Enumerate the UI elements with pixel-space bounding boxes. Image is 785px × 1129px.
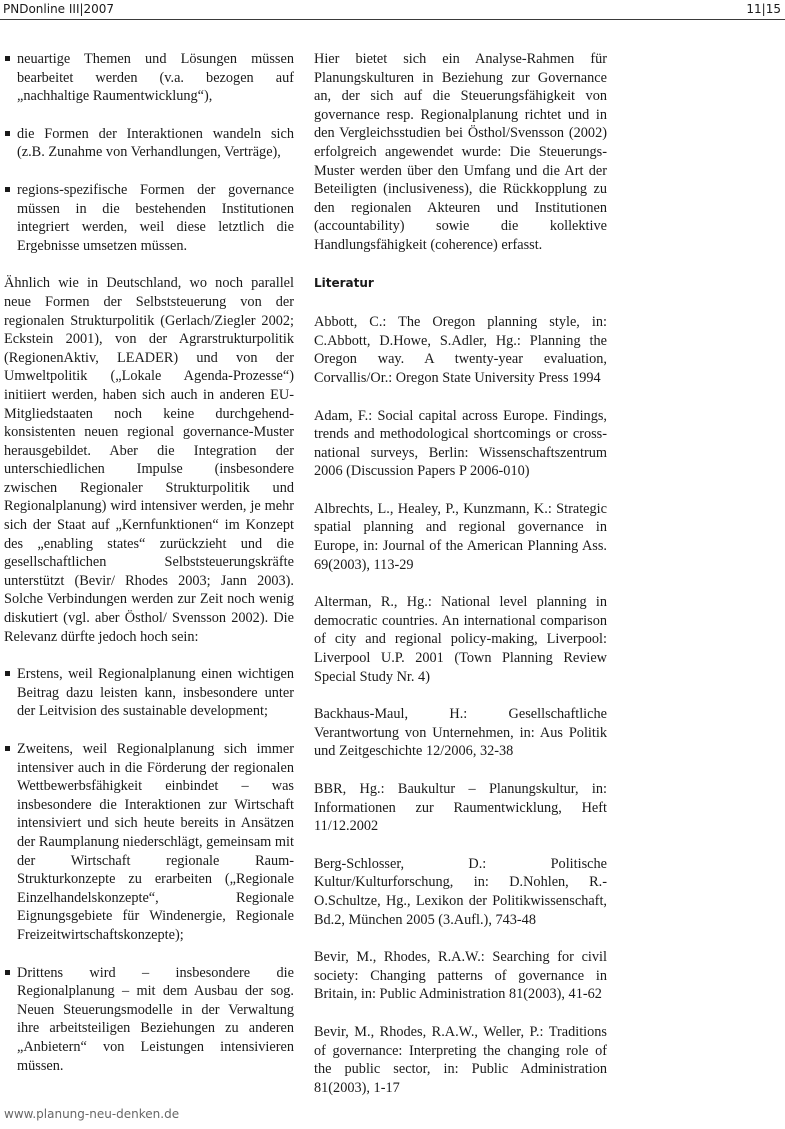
journal-title: PNDonline III|2007 — [3, 2, 115, 16]
reference-entry: BBR, Hg.: Baukultur – Planungskultur, in: Informationen zur Raumentwicklung, Heft 11/12.2002 — [314, 781, 607, 835]
list-item: Drittens wird – insbesondere die Regionalplanung – mit dem Ausbau der sog. Neuen Steuerungsmodelle in der Verwaltung ihre arbeitsteiligen Beziehungen zu anderen „Anbietern“ von Leistungen intensivieren müssen. — [4, 964, 294, 1076]
intro-paragraph: Hier bietet sich ein Analyse-Rahmen für Planungskulturen in Beziehung zur Governance an, der sich auf die Steuerungsfähigkeit von governance resp. Regionalplanung richtet und in den Vergleichsstudien bei Östhol/Svensson (2002) erfolgreich angewendet wurde: Die Steuerungs-Muster werden über den Umfang und die Art der Beteiligten (inclusiveness), die Rückkopplung zu den regionalen Akteuren und Institutionen (accountability) sowie die kollektive Handlungsfähigkeit (coherence) erfasst. — [314, 51, 607, 253]
footer-url: www.planung-neu-denken.de — [4, 1107, 180, 1121]
page-header — [0, 0, 785, 20]
list-item: Erstens, weil Regionalplanung einen wichtigen Beitrag dazu leisten kann, insbesondere unter der Leitvision des sustainable development; — [4, 665, 294, 721]
bullet-list-bottom — [4, 665, 294, 1075]
list-item: neuartige Themen und Lösungen müssen bearbeitet werden (v.a. bezogen auf „nachhaltige Raumentwicklung“), — [4, 50, 294, 106]
list-item: Zweitens, weil Regionalplanung sich immer intensiver auch in die Förderung der regionalen Wettbewerbsfähigkeit einbindet – was insbesondere die Interaktionen zur Wirtschaft intensiviert und sich heute bereits in Ansätzen der Raumplanung niederschlägt, gemeinsam mit der Wirtschaft regionale Raum-Strukturkonzepte zu erarbeiten („Regionale Einzelhandelskonzepte“, Regionale Eignungsgebiete für Windenergie, Regionale Freizeitwirtschaftskonzepte); — [4, 740, 294, 945]
list-item: die Formen der Interaktionen wandeln sich (z.B. Zunahme von Verhandlungen, Verträge), — [4, 125, 294, 162]
reference-entry: Berg-Schlosser, D.: Politische Kultur/Kulturforschung, in: D.Nohlen, R.-O.Schultze, Hg., Lexikon der Politikwissenschaft, Bd.2, München 2005 (3.Aufl.), 743-48 — [314, 855, 607, 928]
right-column — [314, 50, 607, 1116]
reference-entry: Bevir, M., Rhodes, R.A.W.: Searching for civil society: Changing patterns of governance in Britain, in: Public Administration 81(2003), 41-62 — [314, 949, 607, 1003]
left-column — [4, 50, 294, 1094]
reference-entry: Abbott, C.: The Oregon planning style, in: C.Abbott, D.Howe, S.Adler, Hg.: Planning the Oregon way. A twenty-year evaluation, Corvallis/Or.: Oregon State University Press 1994 — [314, 314, 607, 386]
page-number: 11|15 — [746, 2, 781, 16]
reference-entry: Backhaus-Maul, H.: Gesellschaftliche Verantwortung von Unternehmen, in: Aus Politik und Zeitgeschichte 12/2006, 32-38 — [314, 706, 607, 760]
reference-entry: Adam, F.: Social capital across Europe. Findings, trends and methodological shortcomings or cross-national surveys, Berlin: Wissenschaftszentrum 2006 (Discussion Papers P 2006-010) — [314, 407, 607, 480]
bullet-list-top — [4, 50, 294, 255]
reference-entry: Alterman, R., Hg.: National level planning in democratic countries. An international comparison of city and regional policy-making, Liverpool: Liverpool U.P. 2001 (Town Planning Review Special Study Nr. 4) — [314, 594, 607, 685]
literature-heading: Literatur — [314, 275, 374, 290]
reference-entry: Bevir, M., Rhodes, R.A.W., Weller, P.: Traditions of governance: Interpreting the changing role of the public sector, in: Public Administration 81(2003), 1-17 — [314, 1023, 607, 1096]
list-item: regions-spezifische Formen der governance müssen in die bestehenden Institutionen integriert werden, weil diese letztlich die Ergebnisse umsetzen müssen. — [4, 181, 294, 255]
reference-entry: Albrechts, L., Healey, P., Kunzmann, K.: Strategic spatial planning and regional governance in Europe, in: Journal of the American Planning Ass. 69(2003), 113-29 — [314, 500, 607, 573]
body-paragraph: Ähnlich wie in Deutschland, wo noch parallel neue Formen der Selbststeuerung von der regionalen Strukturpolitik (Gerlach/Ziegler 2002; Eckstein 2001), von der Agrarstrukturpolitik (RegionenAktiv, LEADER) und von der Umweltpolitik („Lokale Agenda-Prozesse“) initiiert werden, haben sich auch in anderen EU-Mitgliedstaaten noch keine durchgehend-konsistenten neuen regional governance-Muster herausgebildet. Aber die Integration der unterschiedlichen Impulse (insbesondere zwischen Regionaler Strukturpolitik und Regionalplanung) wird intensiver werden, je mehr sich der Staat auf „Kernfunktionen“ im Konzept des „enabling states“ zurückzieht und die gesellschaftlichen Selbststeuerungskräfte unterstützt (Bevir/ Rhodes 2003; Jann 2003). Solche Verbindungen werden zur Zeit noch wenig diskutiert (vgl. aber Östhol/ Svensson 2002). Die Relevanz dürfte jedoch hoch sein: — [4, 275, 294, 645]
